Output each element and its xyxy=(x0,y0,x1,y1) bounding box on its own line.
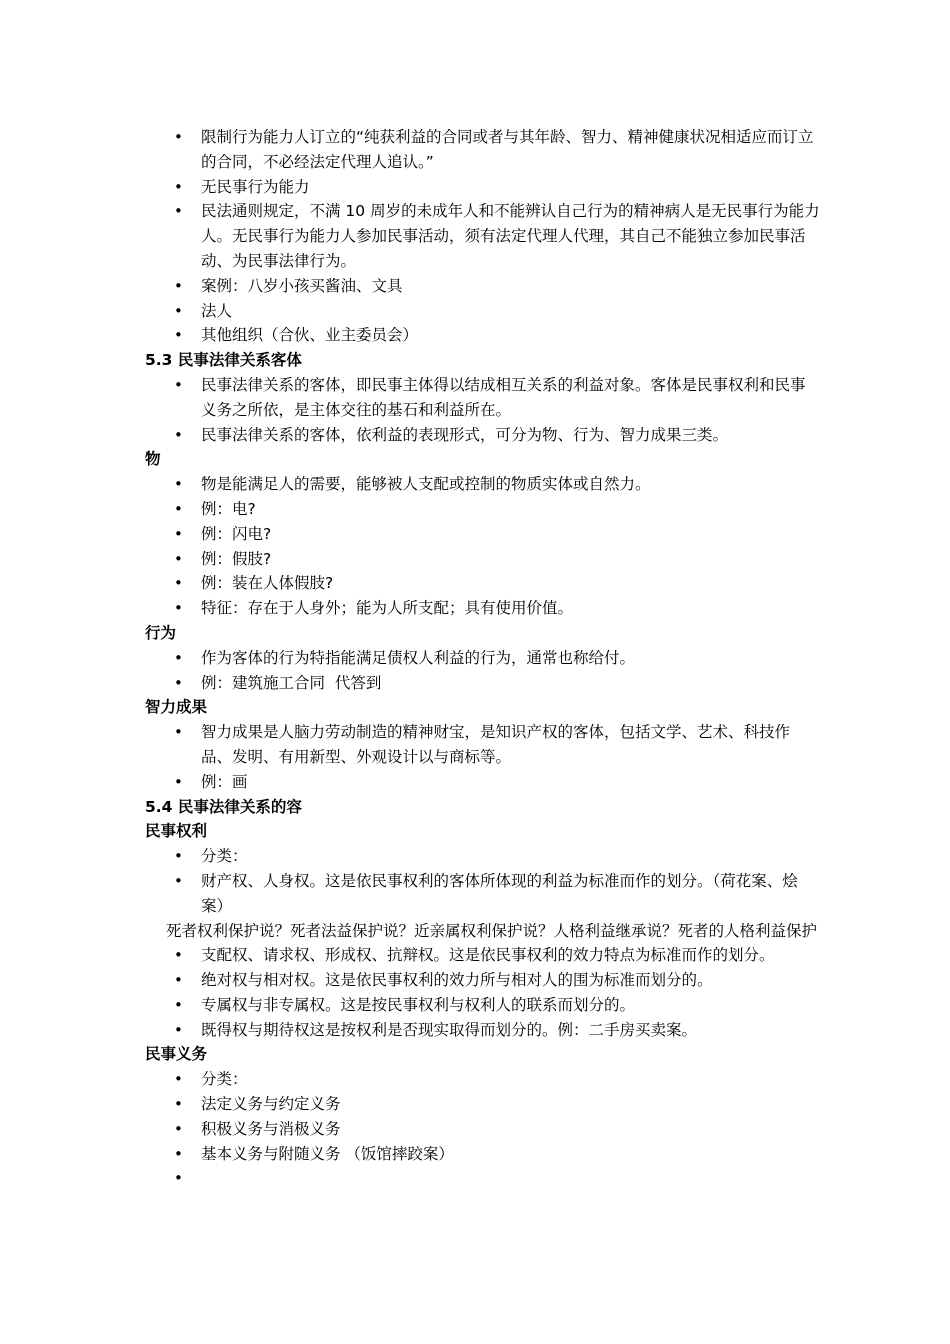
list-item xyxy=(145,571,820,596)
subsection-heading: 行为 xyxy=(145,623,177,642)
bullet-icon: • xyxy=(174,1144,183,1163)
list-item-empty xyxy=(145,1166,820,1191)
bullet-icon: • xyxy=(174,425,183,444)
bullet-icon: • xyxy=(174,475,183,494)
bullet-icon: • xyxy=(174,648,183,667)
list-item-text: 案例：八岁小孩买酱油、文具 xyxy=(201,276,403,295)
bullet-icon: • xyxy=(174,1169,183,1188)
list-item xyxy=(145,1018,820,1043)
bullet-icon: • xyxy=(174,524,183,543)
list-item-text: 其他组织（合伙、业主委员会） xyxy=(201,326,419,345)
list-item-text: 例：装在人体假肢? xyxy=(201,574,334,593)
section-heading: 5.3 民事法律关系客体 xyxy=(145,351,302,370)
list-item-text: 分类： xyxy=(201,847,248,866)
list-item-text: 智力成果是人脑力劳动制造的精神财宝，是知识产权的客体，包括文学、艺术、科技作品、发明、有用新型、外观设计以与商标等。 xyxy=(201,723,791,766)
bullet-icon: • xyxy=(174,599,183,618)
list-item xyxy=(145,1092,820,1117)
bullet-icon: • xyxy=(174,1119,183,1138)
bullet-icon: • xyxy=(174,723,183,742)
list-item-text: 民法通则规定，不满 10 周岁的未成年人和不能辨认自己行为的精神病人是无民事行为能力人。无民事行为能力人参加民事活动，须有法定代理人代理，其自己不能独立参加民事活动、为民事法律行为。 xyxy=(201,202,820,270)
list-item xyxy=(145,993,820,1018)
list-item xyxy=(145,323,820,348)
bullet-icon: • xyxy=(174,871,183,890)
bullet-icon: • xyxy=(174,847,183,866)
subsection-heading: 物 xyxy=(145,450,161,469)
list-item xyxy=(145,1142,820,1167)
subsection-heading: 智力成果 xyxy=(145,698,208,717)
list-item xyxy=(145,596,820,621)
list-item xyxy=(145,423,820,448)
list-item-text: 例：电? xyxy=(201,499,256,518)
bullet-icon: • xyxy=(174,946,183,965)
bullet-icon: • xyxy=(174,971,183,990)
list-item xyxy=(145,199,820,273)
bullet-icon: • xyxy=(174,202,183,221)
list-item-text: 支配权、请求权、形成权、抗辩权。这是依民事权利的效力特点为标准而作的划分。 xyxy=(201,946,775,965)
list-item-text: 无民事行为能力 xyxy=(201,177,310,196)
bullet-icon: • xyxy=(174,276,183,295)
list-item-text: 法定义务与约定义务 xyxy=(201,1095,341,1114)
list-item xyxy=(145,720,820,770)
list-item xyxy=(145,1067,820,1092)
list-item xyxy=(145,373,820,423)
list-item-text: 分类： xyxy=(201,1070,248,1089)
subsection-heading: 民事义务 xyxy=(145,1045,208,1064)
list-item xyxy=(145,497,820,522)
list-item-text: 绝对权与相对权。这是依民事权利的效力所与相对人的围为标准而划分的。 xyxy=(201,971,713,990)
list-item-text: 物是能满足人的需要，能够被人支配或控制的物质实体或自然力。 xyxy=(201,475,651,494)
list-item-text: 作为客体的行为特指能满足债权人利益的行为，通常也称给付。 xyxy=(201,648,636,667)
subsection-heading: 民事权利 xyxy=(145,822,208,841)
list-item xyxy=(145,968,820,993)
bullet-icon: • xyxy=(174,301,183,320)
list-item xyxy=(145,869,820,919)
list-item xyxy=(145,770,820,795)
bullet-icon: • xyxy=(174,673,183,692)
list-item-text: 民事法律关系的客体，即民事主体得以结成相互关系的利益对象。客体是民事权利和民事义务之所依，是主体交往的基石和利益所在。 xyxy=(201,375,806,419)
bullet-icon: • xyxy=(174,1095,183,1114)
list-item xyxy=(145,671,820,696)
bullet-icon: • xyxy=(174,1070,183,1089)
list-item-text: 专属权与非专属权。这是按民事权利与权利人的联系而划分的。 xyxy=(201,995,636,1014)
list-item xyxy=(145,547,820,572)
document-page xyxy=(145,125,820,1191)
bullet-icon: • xyxy=(174,326,183,345)
list-item xyxy=(145,472,820,497)
bullet-icon: • xyxy=(174,1020,183,1039)
list-item-text: 例：假肢? xyxy=(201,549,272,568)
list-item-text: 民事法律关系的客体，依利益的表现形式，可分为物、行为、智力成果三类。 xyxy=(201,425,729,444)
list-item-text: 财产权、人身权。这是依民事权利的客体所体现的利益为标准而作的划分。（荷花案、烩案） xyxy=(201,871,798,915)
list-item-text: 既得权与期待权这是按权利是否现实取得而划分的。例：二手房买卖案。 xyxy=(201,1020,698,1039)
bullet-icon: • xyxy=(174,574,183,593)
list-item xyxy=(145,299,820,324)
bullet-icon: • xyxy=(174,549,183,568)
bullet-icon: • xyxy=(174,177,183,196)
list-item xyxy=(145,943,820,968)
bullet-icon: • xyxy=(174,995,183,1014)
list-item-text: 例：画 xyxy=(201,772,248,791)
list-item-text: 基本义务与附随义务 （饭馆摔跤案） xyxy=(201,1144,454,1163)
bullet-icon: • xyxy=(174,128,183,146)
section-heading: 5.4 民事法律关系的容 xyxy=(145,797,302,816)
list-item xyxy=(145,844,820,869)
list-item xyxy=(145,175,820,200)
bullet-icon: • xyxy=(174,375,183,394)
list-item-text: 法人 xyxy=(201,301,233,320)
list-item-text: 限制行为能力人订立的“纯获利益的合同或者与其年龄、智力、精神健康状况相适应而订立的合同，不必经法定代理人追认。” xyxy=(201,128,814,171)
list-item-text: 例：闪电? xyxy=(201,524,272,543)
list-item xyxy=(145,274,820,299)
list-item-text: 特征：存在于人身外；能为人所支配；具有使用价值。 xyxy=(201,599,574,618)
list-item-text: 例：建筑施工合同 代答到 xyxy=(201,673,382,692)
list-item-text: 积极义务与消极义务 xyxy=(201,1119,341,1138)
list-item xyxy=(145,125,820,175)
bullet-icon: • xyxy=(174,772,183,791)
body-paragraph: 死者权利保护说？死者法益保护说？近亲属权利保护说？人格利益继承说？死者的人格利益保护 xyxy=(166,921,818,940)
list-item xyxy=(145,522,820,547)
bullet-icon: • xyxy=(174,499,183,518)
list-item xyxy=(145,646,820,671)
list-item xyxy=(145,1117,820,1142)
